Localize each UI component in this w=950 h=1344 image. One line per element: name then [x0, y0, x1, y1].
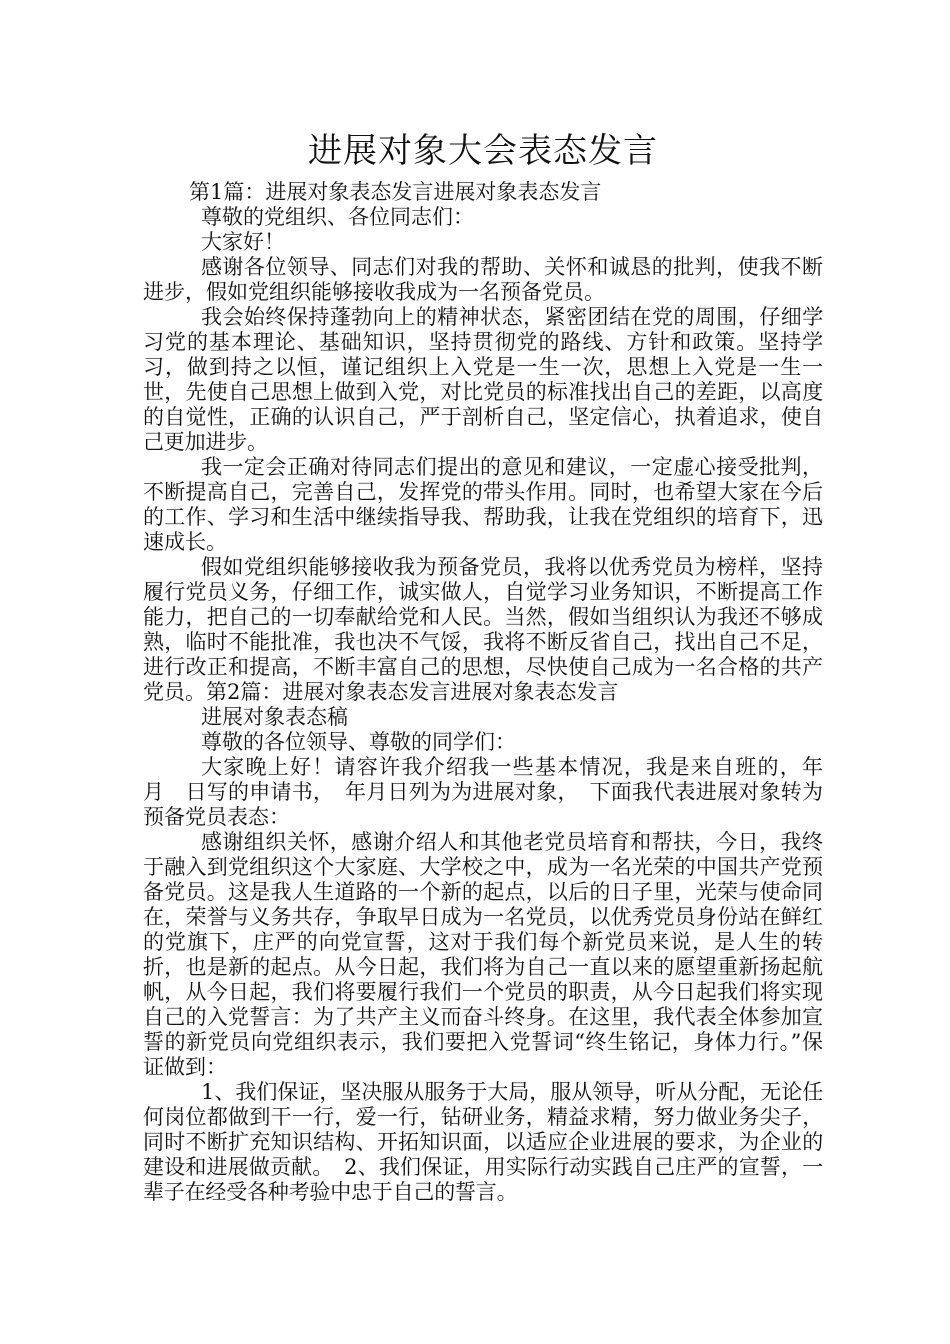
paragraph-accept-criticism: 我一定会正确对待同志们提出的意见和建议，一定虚心接受批判，不断提高自己，完善自己，发挥党的带头作用。同时，也希望大家在今后的工作、学习和生活中继续指导我、帮助我，让我在党组织的培育下，迅速成长。 [143, 455, 823, 554]
paragraph-pledge: 假如党组织能够接收我为预备党员，我将以优秀党员为榜样，坚持履行党员义务，仔细工作，诚实做人，自觉学习业务知识，不断提高工作能力，把自己的一切奉献给党和人民。当然，假如当组织认为我还不够成熟，临时不能批准，我也决不气馁，我将不断反省自己，找出自己不足，进行改正和提高，不断丰富自己的思想，尽快使自己成为一名合格的共产党员。第2篇：进展对象表态发言进展对象表态发言 [143, 555, 823, 704]
paragraph-salutation-2: 尊敬的各位领导、尊敬的同学们： [201, 730, 516, 754]
document-title: 进展对象大会表态发言 [308, 131, 658, 171]
paragraph-thanks: 感谢各位领导、同志们对我的帮助、关怀和诚恳的批判，使我不断进步，假如党组织能够接收我成为一名预备党员。 [143, 255, 823, 304]
document-page [143, 128, 844, 1205]
paragraph-gratitude: 感谢组织关怀，感谢介绍人和其他老党员培育和帮扶，今日，我终于融入到党组织这个大家庭、大学校之中，成为一名光荣的中国共产党预备党员。这是我人生道路的一个新的起点，以后的日子里，光荣与使命同在，荣誉与义务共存，争取早日成为一名党员，以优秀党员身份站在鲜红的党旗下，庄严的向党宣誓，这对于我们每个新党员来说，是人生的转折，也是新的起点。从今日起，我们将为自己一直以来的愿望重新扬起航帆，从今日起，我们将要履行我们一个党员的职责，从今日起我们将实现自己的入党誓言：为了共产主义而奋斗终身。在这里，我代表全体参加宣誓的新党员向党组织表示，我们要把入党誓词“终生铭记，身体力行。”保证做到： [143, 830, 823, 1079]
paragraph-greeting: 大家好！ [201, 230, 285, 254]
paragraph-salutation: 尊敬的党组织、各位同志们： [201, 205, 474, 229]
paragraph-guarantees: 1、我们保证，坚决服从服务于大局，服从领导，听从分配，无论任何岗位都做到干一行，爱一行，钻研业务，精益求精，努力做业务尖子，同时不断扩充知识结构、开拓知识面，以适应企业进展的要求，为企业的建设和进展做贡献。 2、我们保证，用实际行动实践自己庄严的宣誓，一辈子在经受各种考验中忠于自己的誓言。 [143, 1080, 823, 1204]
document-subtitle: 第1篇：进展对象表态发言进展对象表态发言 [189, 180, 602, 204]
paragraph-section-heading: 进展对象表态稿 [201, 705, 348, 729]
paragraph-introduction: 大家晚上好！请容许我介绍我一些基本情况，我是来自班的，年 月 日写的申请书， 年月日列为为进展对象， 下面我代表进展对象转为预备党员表态： [143, 755, 844, 829]
paragraph-commitment: 我会始终保持蓬勃向上的精神状态，紧密团结在党的周围，仔细学习党的基本理论、基础知识，坚持贯彻党的路线、方针和政策。坚持学习，做到持之以恒，谨记组织上入党是一生一次，思想上入党是一生一世，先使自己思想上做到入党，对比党员的标准找出自己的差距，以高度的自觉性，正确的认识自己，严于剖析自己，坚定信心，执着追求，使自己更加进步。 [143, 305, 823, 454]
